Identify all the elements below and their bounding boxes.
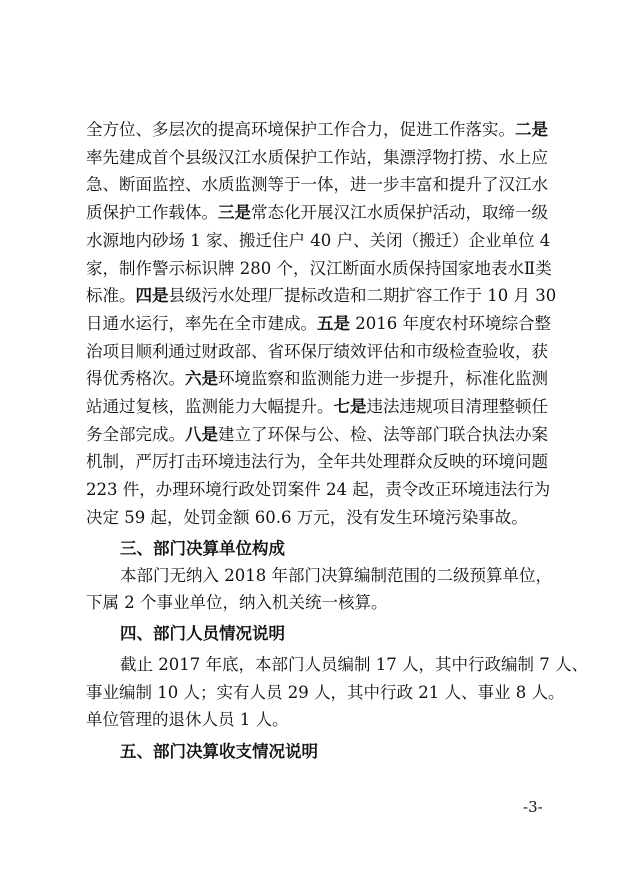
- section-3-line-1: 本部门无纳入 2018 年部门决算编制范围的二级预算单位，: [120, 566, 552, 585]
- text-run: 决定 59 起，处罚金额 60.6 万元，没有发生环境污染事故。: [86, 507, 528, 527]
- emphasis-ordinal: 二是: [515, 120, 548, 139]
- section-2-line: [86, 424, 548, 446]
- text-run: 务全部完成。: [86, 424, 185, 444]
- heading-section-5: 五、部门决算收支情况说明: [120, 742, 318, 761]
- section-3-line-2: 下属 2 个事业单位，纳入机关统一核算。: [86, 593, 388, 612]
- section-4-line-3: 单位管理的退休人员 1 人。: [86, 710, 289, 729]
- emphasis-ordinal: 六是: [185, 369, 218, 389]
- section-4-line-1: 截止 2017 年底，本部门人员编制 17 人，其中行政编制 7 人、: [120, 655, 588, 674]
- text-run: 得优秀格次。: [86, 369, 185, 389]
- text-run: 全方位、多层次的提高环境保护工作合力，促进工作落实。: [86, 120, 515, 139]
- section-2-line: [86, 285, 557, 307]
- text-run: 环境监察和监测能力进一步提升，标准化监测: [218, 369, 548, 389]
- emphasis-ordinal: 五是: [317, 313, 350, 333]
- emphasis-ordinal: 七是: [333, 397, 367, 416]
- section-2-line: [86, 313, 551, 335]
- heading-section-4: 四、部门人员情况说明: [120, 624, 285, 643]
- text-run: 站通过复核，监测能力大幅提升。: [86, 397, 334, 416]
- emphasis-ordinal: 四是: [135, 286, 169, 306]
- text-run: 标准。: [86, 286, 136, 306]
- section-2-line: [86, 341, 548, 363]
- section-2-line: [86, 174, 548, 196]
- text-run: 质保护工作载体。: [86, 203, 218, 223]
- section-2-line: [86, 507, 538, 529]
- section-2-line: [86, 202, 548, 224]
- heading-section-3: 三、部门决算单位构成: [120, 539, 285, 558]
- text-run: 违法违规项目清理整顿任: [366, 397, 548, 416]
- text-run: 223 件，办理环境行政处罚案件 24 起，责令改正环境违法行为: [86, 480, 551, 500]
- page-number: -3-: [523, 798, 543, 816]
- text-run: 家，制作警示标识牌 280 个，汉江断面水质保持国家地表水Ⅱ类: [86, 258, 552, 278]
- text-run: 治项目顺利通过财政部、省环保厅绩效评估和市级检查验收，获: [86, 341, 548, 361]
- text-run: 建立了环保与公、检、法等部门联合执法办案: [218, 424, 548, 444]
- text-run: 机制，严厉打击环境违法行为，全年共处理群众反映的环境问题: [86, 452, 548, 472]
- section-4-line-2: 事业编制 10 人；实有人员 29 人，其中行政 21 人、事业 8 人。: [86, 683, 565, 702]
- section-2-line: [86, 230, 551, 252]
- section-2-line: [86, 396, 548, 418]
- text-run: 常态化开展汉江水质保护活动，取缔一级: [251, 203, 548, 223]
- text-run: 水源地内砂场 1 家、搬迁住户 40 户、关闭（搬迁）企业单位 4: [86, 230, 551, 250]
- section-2-line: [86, 451, 548, 473]
- emphasis-ordinal: 八是: [185, 424, 218, 444]
- emphasis-ordinal: 三是: [218, 203, 251, 223]
- text-run: 2016 年度农村环境综合整: [350, 313, 551, 333]
- text-run: 日通水运行，率先在全市建成。: [86, 313, 317, 333]
- text-run: 县级污水处理厂提标改造和二期扩容工作于 10 月 30: [168, 286, 557, 306]
- section-2-line: [86, 147, 548, 169]
- text-run: 率先建成首个县级汉江水质保护工作站，集漂浮物打捞、水上应: [86, 147, 548, 167]
- section-2-line: [86, 479, 551, 501]
- text-run: 急、断面监控、水质监测等于一体，进一步丰富和提升了汉江水: [86, 175, 548, 195]
- section-2-line: [86, 119, 548, 141]
- section-2-line: [86, 258, 552, 280]
- section-2-line: [86, 368, 548, 390]
